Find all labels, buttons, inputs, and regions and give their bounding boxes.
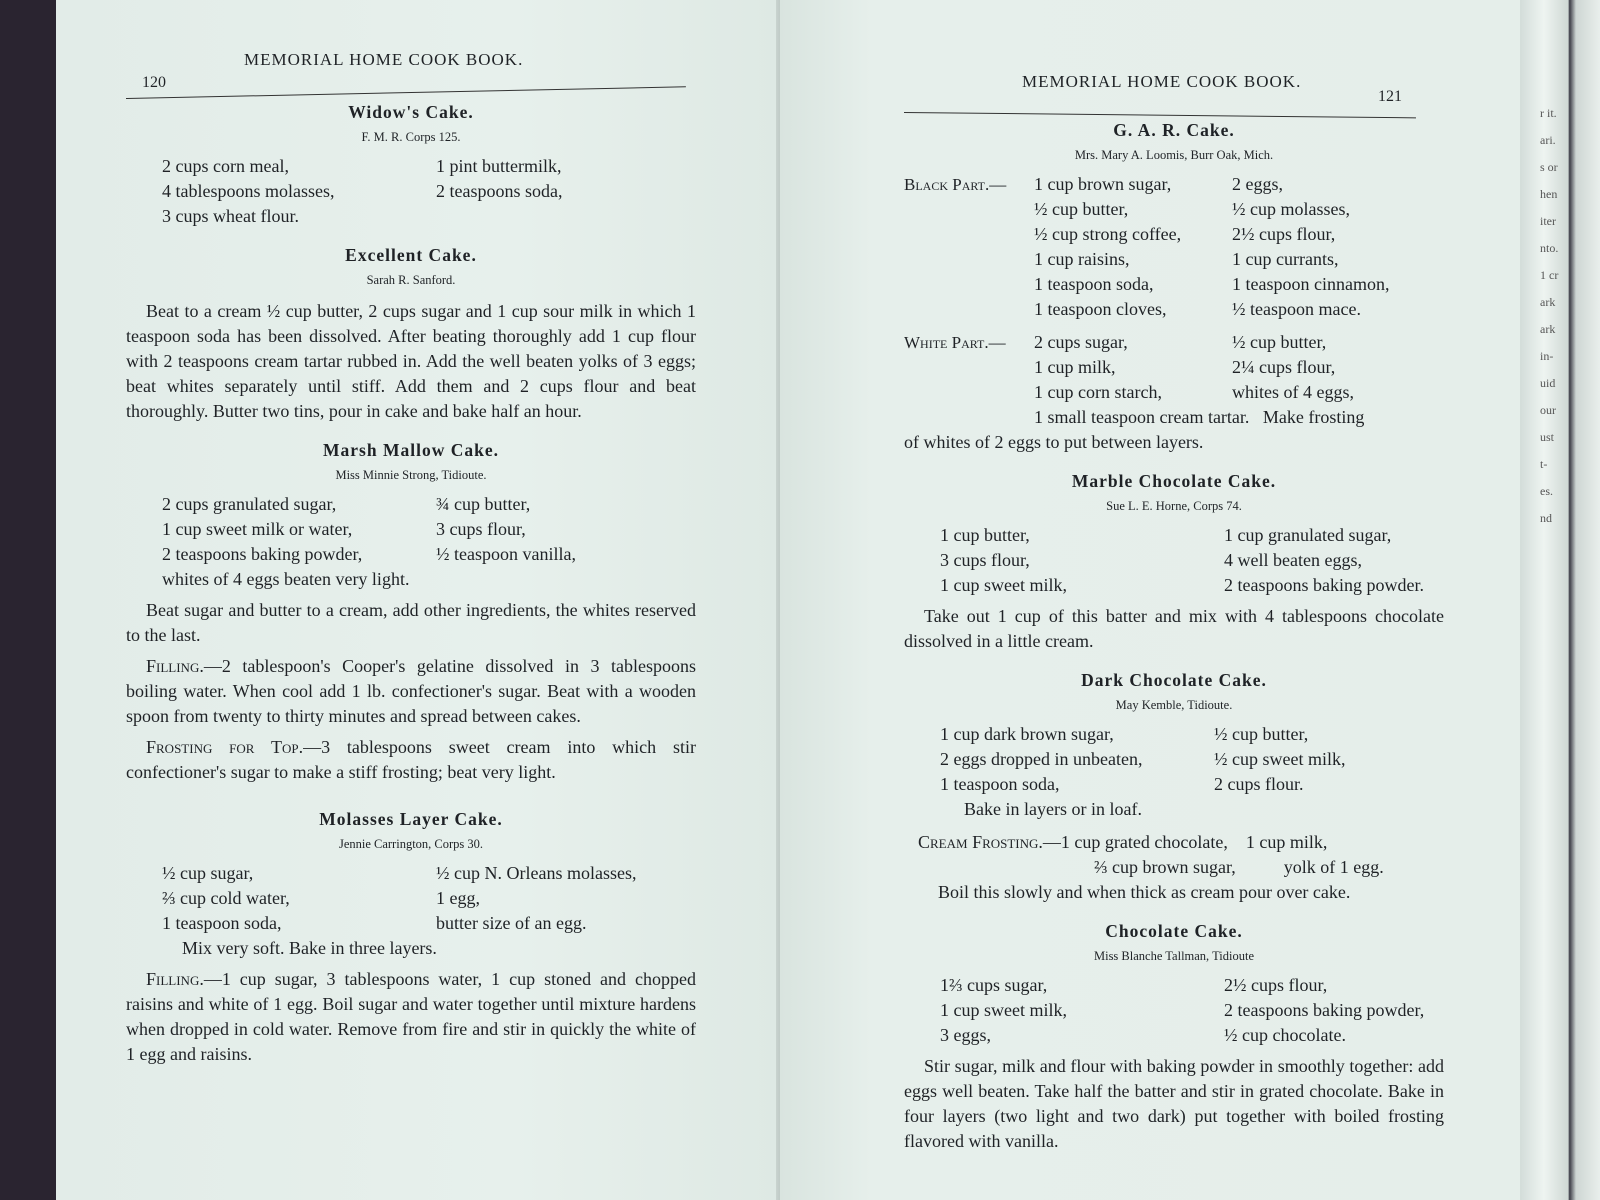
ingredient: 2 teaspoons baking powder, <box>1224 1000 1425 1020</box>
edge-fragment: iter <box>1540 214 1556 228</box>
edge-fragment: in- <box>1540 349 1554 363</box>
edge-fragment: s or <box>1540 160 1558 174</box>
recipe-title: Chocolate Cake. <box>1105 921 1243 941</box>
ingredient-extra: whites of 4 eggs beaten very light. <box>162 569 410 589</box>
edge-fragments <box>1540 100 1580 532</box>
ingredient: 1 teaspoon cinnamon, <box>1232 274 1390 294</box>
ingredient: ½ cup sweet milk, <box>1214 749 1346 769</box>
right-page <box>780 0 1540 1200</box>
ingredient-list <box>904 973 1444 1048</box>
recipe-title: Marsh Mallow Cake. <box>323 440 499 460</box>
recipe-author: Jennie Carrington, Corps 30. <box>338 837 484 851</box>
frosting-item: yolk of 1 egg. <box>1283 857 1384 877</box>
ingredient-list <box>126 154 696 229</box>
cream-frosting-line2 <box>904 855 1444 880</box>
ingredient: 1 teaspoon soda, <box>940 774 1060 794</box>
ingredient: 2 cups granulated sugar, <box>162 494 337 514</box>
ingredient: 1 cup milk, <box>1034 357 1116 377</box>
ingredient: 1 cup currants, <box>1232 249 1339 269</box>
black-part-label: Black Part.— <box>904 175 1007 194</box>
frosting-item: ⅔ cup brown sugar, <box>1094 857 1236 877</box>
recipe-title: Excellent Cake. <box>345 245 477 265</box>
filling-directions <box>126 654 696 729</box>
ingredient-extra: Bake in layers or in loaf. <box>964 799 1142 819</box>
frosting-directions <box>126 735 696 785</box>
filling-text: —1 cup sugar, 3 tablespoons water, 1 cup stoned and chopped raisins and white of 1 egg. Boil sugar and water together until mixture hardens when dropped in cold water. Remove from fire and stir in quickly the white of 1 egg and raisins. <box>126 969 696 1064</box>
edge-fragment: 1 cr <box>1540 268 1559 282</box>
page-number: 120 <box>142 74 166 91</box>
ingredient: 3 cups wheat flour. <box>162 206 299 226</box>
black-part <box>904 172 1444 322</box>
ingredient-list <box>126 492 696 567</box>
ingredient: 4 well beaten eggs, <box>1224 550 1362 570</box>
ingredient: 1 cup dark brown sugar, <box>940 724 1114 744</box>
ingredient: ½ cup molasses, <box>1232 199 1350 219</box>
frosting-item: —1 cup grated chocolate, <box>1042 832 1228 852</box>
recipe-author: F. M. R. Corps 125. <box>361 130 461 144</box>
ingredient: butter size of an egg. <box>436 913 587 933</box>
edge-fragment: es. <box>1540 484 1553 498</box>
ingredient: whites of 4 eggs, <box>1232 382 1354 402</box>
ingredient: 1⅔ cups sugar, <box>940 975 1048 995</box>
filling-directions <box>126 967 696 1067</box>
recipe-directions: Stir sugar, milk and flour with baking powder in smoothly together: add eggs well beaten. Take half the batter and stir in grated chocolate. Bake in four layers (two light and two dark) put together with boiled frosting flavored with vanilla. <box>904 1056 1444 1151</box>
ingredient: 1 teaspoon soda, <box>162 913 282 933</box>
header-rule <box>126 86 686 99</box>
ingredient: 2½ cups flour, <box>1232 224 1336 244</box>
edge-fragment: ark <box>1540 322 1556 336</box>
ingredient: 2 teaspoons baking powder, <box>162 544 363 564</box>
running-header: MEMORIAL HOME COOK BOOK. <box>244 50 524 69</box>
ingredient <box>436 204 696 229</box>
edge-fragment: hen <box>1540 187 1558 201</box>
edge-fragment: nto. <box>1540 241 1559 255</box>
ingredient: 3 cups flour, <box>436 519 526 539</box>
ingredient: ½ cup N. Orleans molasses, <box>436 863 637 883</box>
edge-fragment: r it. <box>1540 106 1557 120</box>
filling-label: Filling. <box>146 969 204 989</box>
ingredient: 1 cup brown sugar, <box>1034 174 1172 194</box>
right-content <box>904 118 1444 1160</box>
ingredient-list <box>126 861 696 936</box>
recipe-title: Marble Chocolate Cake. <box>1071 471 1277 491</box>
recipe-author: Sarah R. Sanford. <box>366 273 456 287</box>
ingredient: 2½ cups flour, <box>1224 975 1328 995</box>
page-number: 121 <box>1378 88 1402 105</box>
frosting-item: 1 cup milk, <box>1245 832 1328 852</box>
ingredient: ½ teaspoon mace. <box>1232 299 1361 319</box>
ingredient: 1 teaspoon cloves, <box>1034 299 1167 319</box>
recipe-directions: Boil this slowly and when thick as cream pour over cake. <box>938 882 1351 902</box>
frosting-text: —3 tablespoons sweet cream into which stir confectioner's sugar to make a stiff frosting; beat very light. <box>126 737 696 782</box>
ingredient-list <box>1034 330 1444 405</box>
ingredient: 1 cup sweet milk, <box>940 1000 1067 1020</box>
ingredient: ½ cup butter, <box>1034 199 1129 219</box>
filling-text: —2 tablespoon's Cooper's gelatine dissolved in 3 tablespoons boiling water. When cool add 1 lb. confectioner's sugar. Beat with a wooden spoon from twenty to thirty minutes and spread between cakes. <box>126 656 696 726</box>
ingredient: ½ teaspoon vanilla, <box>436 544 576 564</box>
left-page <box>56 0 814 1200</box>
edge-fragment: ari. <box>1540 133 1556 147</box>
ingredient: 1 cup corn starch, <box>1034 382 1162 402</box>
ingredient: 2 cups flour. <box>1214 774 1304 794</box>
edge-fragment: uid <box>1540 376 1556 390</box>
ingredient: ½ cup chocolate. <box>1224 1025 1346 1045</box>
ingredient: 1 teaspoon soda, <box>1034 274 1154 294</box>
ingredient: ½ cup sugar, <box>162 863 254 883</box>
running-header: MEMORIAL HOME COOK BOOK. <box>1022 72 1302 91</box>
ingredient: 2 eggs dropped in unbeaten, <box>940 749 1143 769</box>
ingredient-extra: Mix very soft. Bake in three layers. <box>182 938 437 958</box>
ingredient: 3 eggs, <box>940 1025 991 1045</box>
ingredient: 2 teaspoons baking powder. <box>1224 575 1424 595</box>
recipe-directions: Beat sugar and butter to a cream, add other ingredients, the whites reserved to the last. <box>126 600 696 645</box>
recipe-title: G. A. R. Cake. <box>1113 120 1235 140</box>
ingredient: 2¼ cups flour, <box>1232 357 1336 377</box>
filling-label: Filling. <box>146 656 204 676</box>
ingredient-list <box>1034 172 1444 322</box>
edge-fragment: ark <box>1540 295 1556 309</box>
cream-frosting <box>904 830 1444 855</box>
recipe-author: Miss Minnie Strong, Tidioute. <box>335 468 487 482</box>
ingredient: 1 egg, <box>436 888 480 908</box>
recipe-author: Sue L. E. Horne, Corps 74. <box>1106 499 1242 513</box>
ingredient: 2 teaspoons soda, <box>436 181 563 201</box>
frosting-label: Cream Frosting. <box>918 832 1043 852</box>
recipe-directions: Take out 1 cup of this batter and mix with 4 tablespoons chocolate dissolved in a little cream. <box>904 606 1444 651</box>
ingredient-list <box>904 523 1444 598</box>
ingredient: 1 pint buttermilk, <box>436 156 562 176</box>
ingredient: 1 cup raisins, <box>1034 249 1130 269</box>
recipe-author: Mrs. Mary A. Loomis, Burr Oak, Mich. <box>1074 148 1274 162</box>
ingredient: 2 cups sugar, <box>1034 332 1128 352</box>
left-content <box>126 100 696 1073</box>
ingredient: ½ cup butter, <box>1232 332 1327 352</box>
recipe-author: Miss Blanche Tallman, Tidioute <box>1093 949 1254 963</box>
ingredient: ½ cup strong coffee, <box>1034 224 1182 244</box>
recipe-directions: Beat to a cream ½ cup butter, 2 cups sugar and 1 cup sour milk in which 1 teaspoon soda has been dissolved. After beating thoroughly add 1 cup flour with 2 teaspoons cream tartar rubbed in. Add the well beaten yolks of 3 eggs; beat whites separately until stiff. Add them and 2 cups flour and beat thoroughly. Butter two tins, pour in cake and bake half an hour. <box>126 301 696 421</box>
recipe-title: Molasses Layer Cake. <box>319 809 503 829</box>
recipe-directions: of whites of 2 eggs to put between layers. <box>904 432 1204 452</box>
ingredient-list <box>904 722 1444 797</box>
white-part-label: White Part.— <box>904 333 1006 352</box>
recipe-title: Dark Chocolate Cake. <box>1081 670 1267 690</box>
edge-fragment: ust <box>1540 430 1555 444</box>
white-part <box>904 330 1444 405</box>
frosting-label: Frosting for Top. <box>146 737 304 757</box>
ingredient: 1 cup sweet milk or water, <box>162 519 353 539</box>
recipe-author: May Kemble, Tidioute. <box>1115 698 1233 712</box>
edge-fragment: nd <box>1540 511 1552 525</box>
ingredient: 1 cup sweet milk, <box>940 575 1067 595</box>
edge-fragment: t- <box>1540 457 1548 471</box>
ingredient: 2 cups corn meal, <box>162 156 289 176</box>
recipe-title: Widow's Cake. <box>348 102 474 122</box>
edge-fragment: our <box>1540 403 1556 417</box>
ingredient: ⅔ cup cold water, <box>162 888 290 908</box>
white-part-last: 1 small teaspoon cream tartar. Make frosting <box>1034 407 1365 427</box>
ingredient: 1 cup granulated sugar, <box>1224 525 1392 545</box>
ingredient: ¾ cup butter, <box>436 494 531 514</box>
ingredient: 1 cup butter, <box>940 525 1030 545</box>
ingredient: 2 eggs, <box>1232 174 1283 194</box>
ingredient: ½ cup butter, <box>1214 724 1309 744</box>
ingredient: 4 tablespoons molasses, <box>162 181 335 201</box>
ingredient: 3 cups flour, <box>940 550 1030 570</box>
